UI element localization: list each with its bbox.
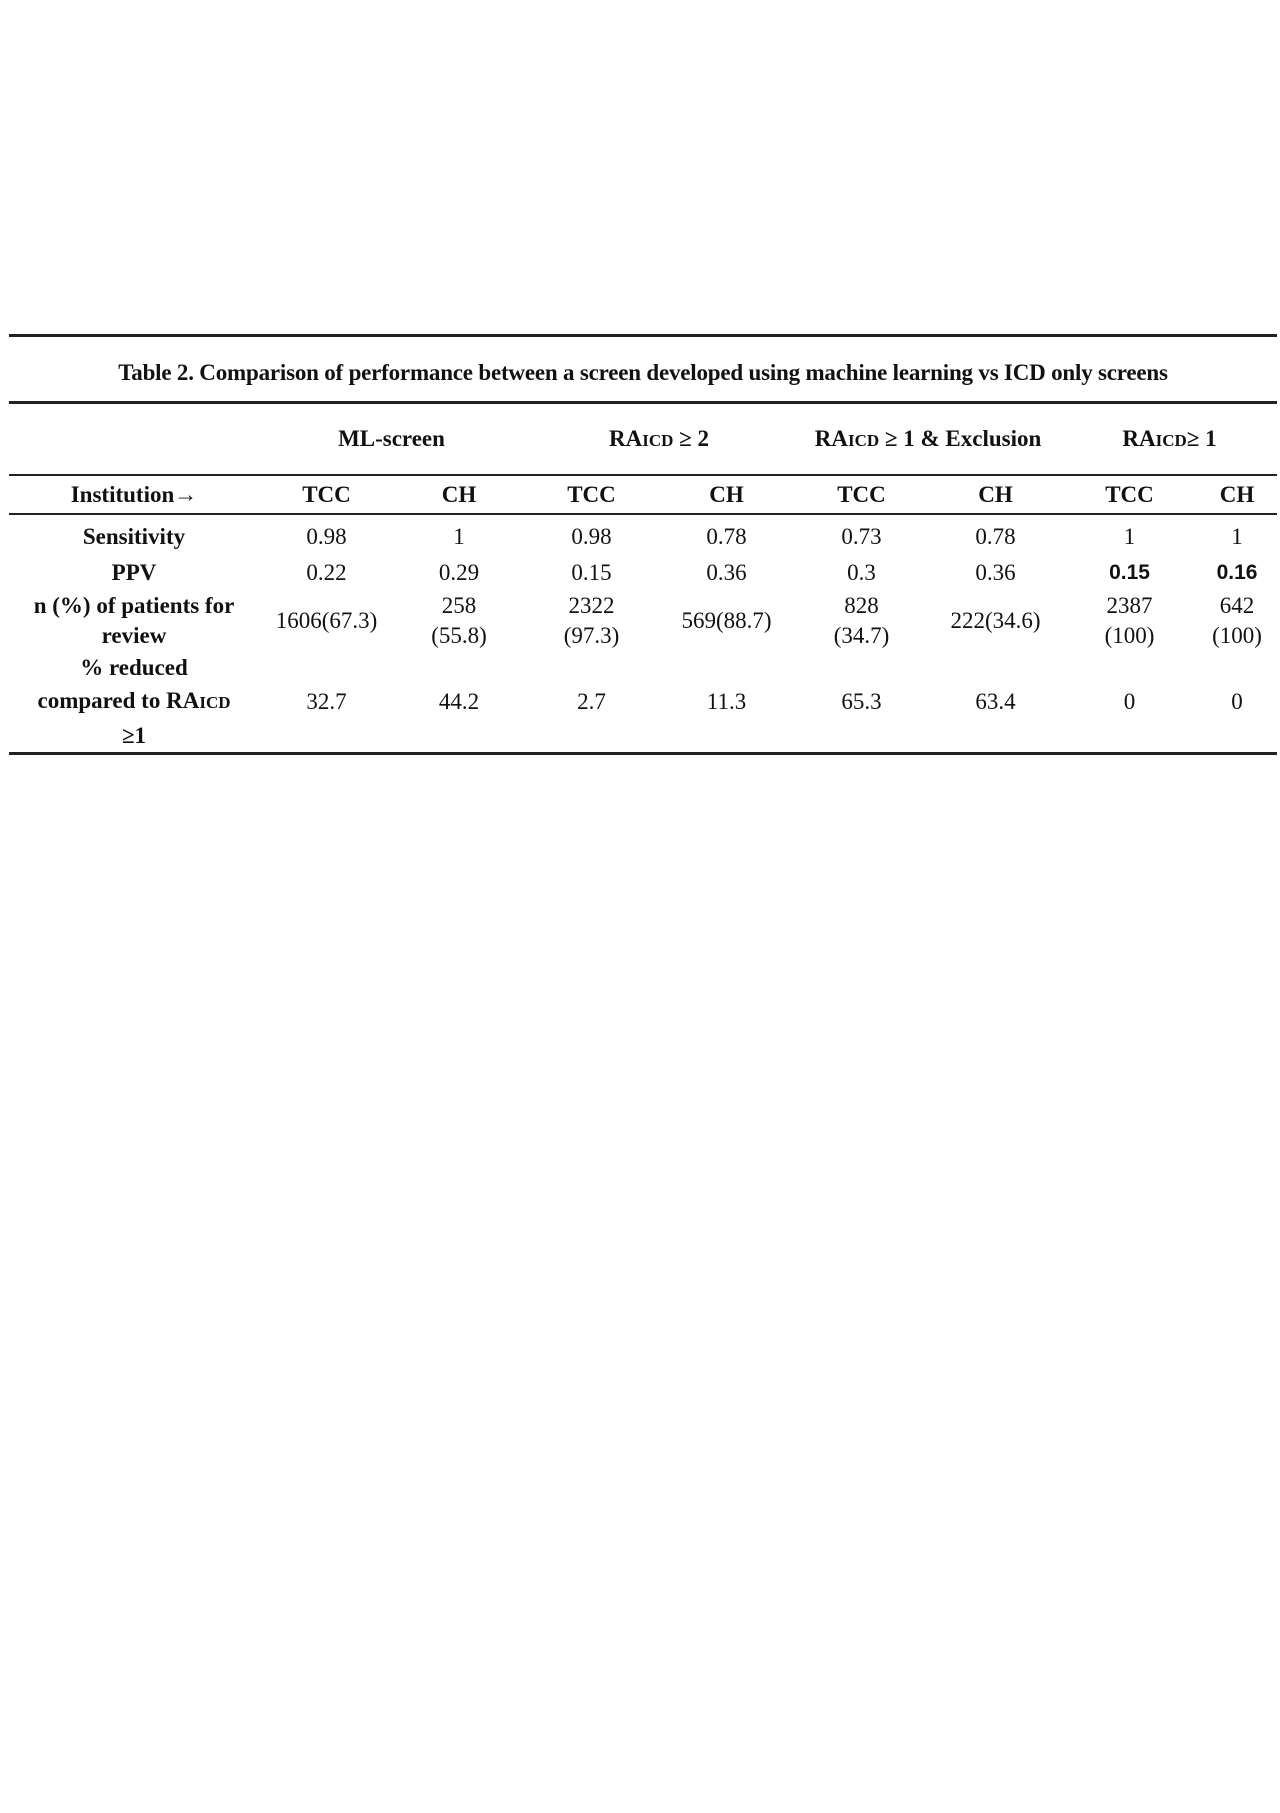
table-cell — [394, 591, 524, 651]
label-sub: ICD — [199, 693, 231, 712]
table-cell — [259, 591, 394, 651]
cell-line: 642 — [1219, 593, 1255, 618]
group-header-row — [9, 404, 1277, 475]
table-cell: 44.2 — [394, 651, 524, 754]
table-cell: 0.3 — [847, 560, 876, 585]
cell-line: 222(34.6) — [950, 608, 1041, 633]
table-cell — [1197, 591, 1277, 651]
cell-line: 569(88.7) — [681, 608, 772, 633]
table-cell: 0 — [1062, 651, 1197, 754]
table-cell — [794, 591, 929, 651]
percent-reduced-row — [9, 651, 1277, 754]
label-text: compared to RA — [37, 688, 200, 713]
table-cell: 0.16 — [1216, 561, 1258, 584]
ppv-row — [9, 555, 1277, 591]
table-cell: 1 — [1231, 524, 1243, 549]
table-cell: 0.98 — [306, 524, 347, 549]
table-cell — [929, 591, 1062, 651]
institution-cell: CH — [929, 475, 1062, 514]
table-cell: 0.98 — [571, 524, 612, 549]
table-cell: 11.3 — [659, 651, 794, 754]
institution-row — [9, 475, 1277, 514]
table-cell: 0.15 — [1109, 561, 1150, 584]
institution-cell: TCC — [259, 475, 394, 514]
row-label-percent-reduced — [9, 651, 259, 754]
institution-cell: TCC — [1062, 475, 1197, 514]
institution-cell: CH — [659, 475, 794, 514]
table-cell: 0.22 — [306, 560, 347, 585]
row-label-ppv: PPV — [111, 560, 157, 585]
cell-line: 828 — [844, 593, 879, 618]
cell-line: (34.7) — [833, 623, 890, 648]
table-cell: 0.15 — [571, 560, 612, 585]
institution-cell: CH — [394, 475, 524, 514]
institution-label: Institution→ — [9, 475, 259, 514]
table-cell: 2.7 — [524, 651, 659, 754]
cell-line: 258 — [441, 593, 477, 618]
cell-line: 2322 — [568, 593, 615, 618]
empty-header-cell — [9, 404, 259, 475]
table-cell — [659, 591, 794, 651]
results-table — [9, 404, 1277, 755]
table-2 — [9, 334, 1277, 755]
row-label-sensitivity: Sensitivity — [82, 524, 186, 549]
institution-cell: TCC — [794, 475, 929, 514]
table-cell — [1062, 591, 1197, 651]
table-cell: 0 — [1197, 651, 1277, 754]
group-label-suffix: ≥ 2 — [673, 426, 710, 451]
group-raicd-ge-2 — [524, 404, 794, 475]
group-label: RA — [608, 426, 643, 451]
table-cell: 32.7 — [259, 651, 394, 754]
cell-line: (55.8) — [431, 623, 487, 648]
table-cell: 0.73 — [841, 524, 882, 549]
institution-cell: CH — [1197, 475, 1277, 514]
table-cell: 1 — [453, 524, 465, 549]
table-cell: 0.78 — [706, 524, 747, 549]
label-line — [9, 684, 259, 719]
group-label-sub: ICD — [1155, 431, 1187, 450]
group-label: RA — [1122, 426, 1156, 451]
group-label-suffix: ≥ 1 — [1186, 426, 1217, 451]
cell-line: (100) — [1212, 623, 1262, 648]
label-line: ≥1 — [121, 723, 147, 748]
cell-line: (97.3) — [563, 623, 620, 648]
group-label-sub: ICD — [642, 431, 674, 450]
table-cell: 63.4 — [929, 651, 1062, 754]
label-line: % reduced — [80, 655, 188, 680]
table-cell: 0.29 — [438, 560, 480, 585]
sensitivity-row — [9, 514, 1277, 555]
table-cell: 0.36 — [975, 560, 1016, 585]
group-label: RA — [814, 426, 848, 451]
label-line: review — [101, 623, 167, 648]
patients-for-review-row — [9, 591, 1277, 651]
table-cell: 0.36 — [706, 560, 747, 585]
row-label-patients-for-review — [9, 591, 259, 651]
cell-line: 1606(67.3) — [275, 608, 378, 633]
table-caption: Table 2. Comparison of performance between a screen developed using machine learning vs ICD only screens — [118, 360, 1168, 385]
table-cell — [524, 591, 659, 651]
table-cell: 0.78 — [975, 524, 1016, 549]
institution-cell: TCC — [524, 475, 659, 514]
group-raicd-ge-1 — [1062, 404, 1277, 475]
table-cell: 1 — [1123, 524, 1136, 549]
group-ml-screen — [259, 404, 524, 475]
group-raicd-ge-1-exclusion — [794, 404, 1062, 475]
label-line: n (%) of patients for — [33, 593, 235, 618]
group-label-sub: ICD — [847, 431, 880, 450]
table-cell: 65.3 — [794, 651, 929, 754]
cell-line: 2387 — [1106, 593, 1153, 618]
group-label: ML-screen — [338, 426, 445, 451]
cell-line: (100) — [1104, 623, 1155, 648]
group-label-suffix: ≥ 1 & Exclusion — [879, 426, 1042, 451]
